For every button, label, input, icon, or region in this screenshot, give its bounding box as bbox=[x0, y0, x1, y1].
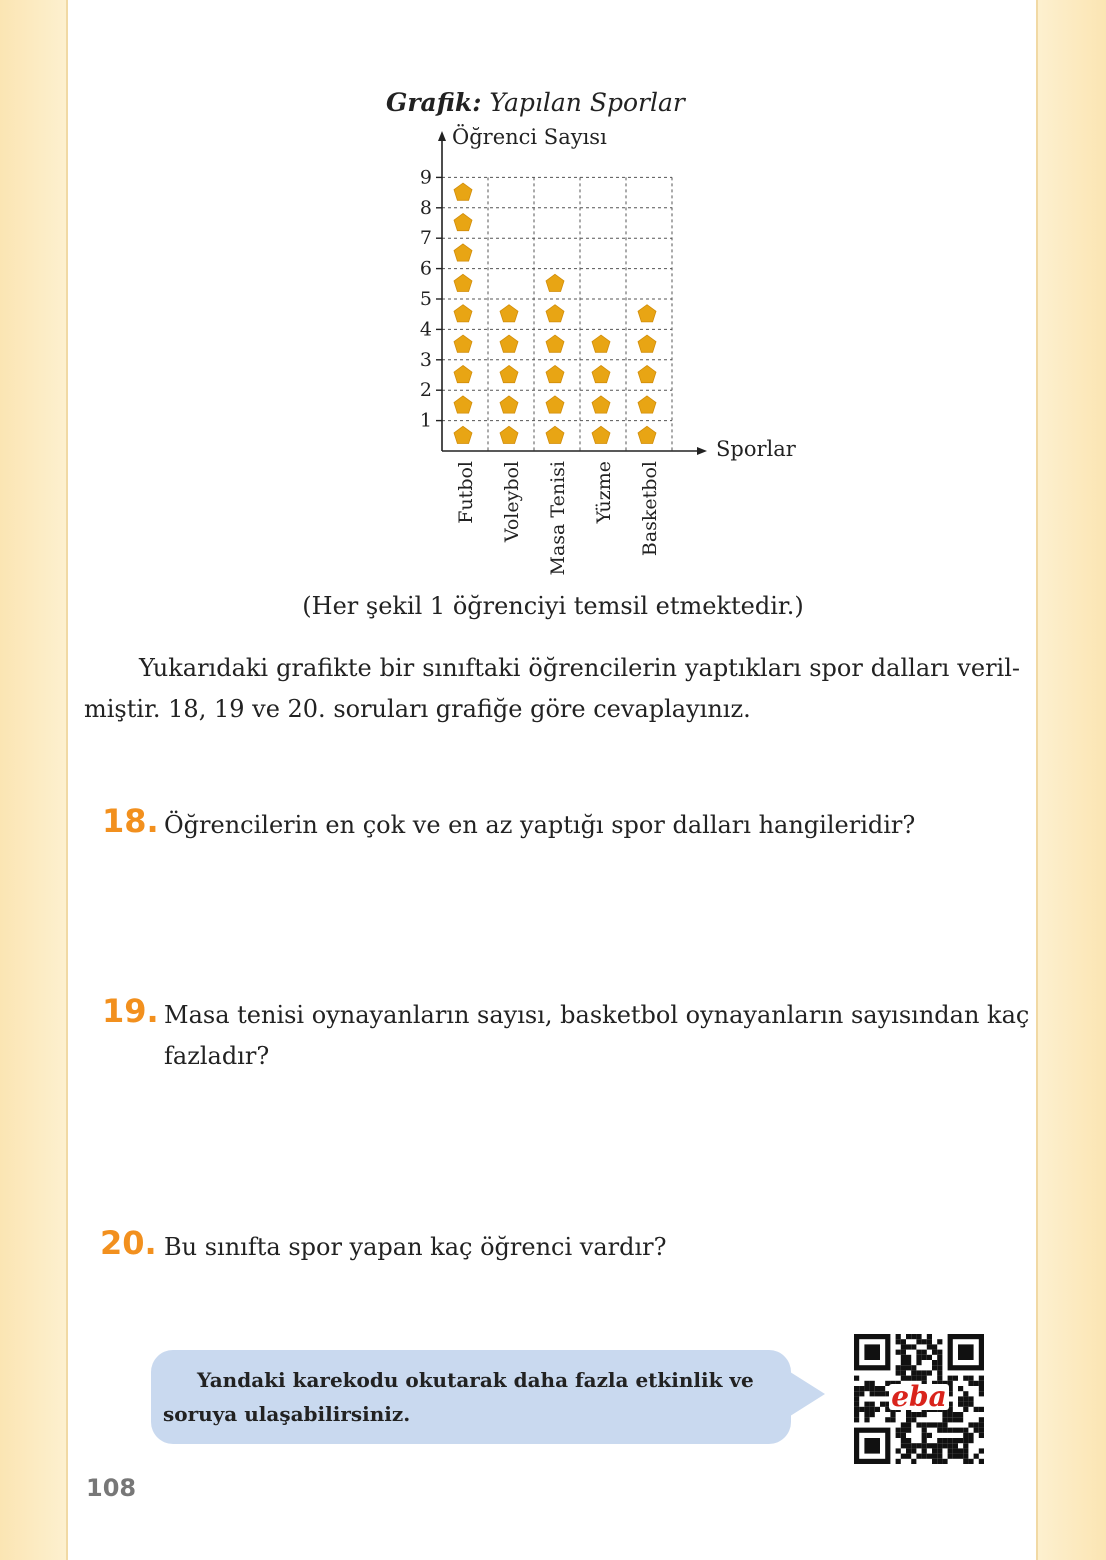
pictograph-symbol bbox=[546, 335, 564, 352]
question-20-text: Bu sınıfta spor yapan kaç öğrenci vardır? bbox=[164, 1233, 667, 1261]
bubble-line-2: soruya ulaşabilirsiniz. bbox=[163, 1402, 411, 1426]
question-19-number: 19. bbox=[102, 992, 159, 1030]
qr-module bbox=[854, 1396, 859, 1401]
qr-module bbox=[958, 1454, 963, 1459]
qr-module bbox=[906, 1443, 911, 1448]
qr-module bbox=[979, 1376, 984, 1381]
qr-module bbox=[958, 1417, 963, 1422]
qr-finder-inner bbox=[864, 1438, 880, 1454]
question-18-text: Öğrencilerin en çok ve en az yaptığı spor dalları hangileridir? bbox=[164, 811, 916, 839]
qr-module bbox=[942, 1417, 947, 1422]
qr-module bbox=[916, 1370, 921, 1375]
qr-module bbox=[932, 1344, 937, 1349]
qr-module bbox=[963, 1402, 968, 1407]
qr-module bbox=[927, 1433, 932, 1438]
qr-module bbox=[937, 1355, 942, 1360]
pictograph-symbol bbox=[454, 244, 472, 261]
qr-module bbox=[906, 1428, 911, 1433]
qr-module bbox=[901, 1428, 906, 1433]
x-tick-label: Yüzme bbox=[593, 461, 615, 524]
qr-module bbox=[870, 1412, 875, 1417]
qr-module bbox=[937, 1360, 942, 1365]
qr-module bbox=[968, 1381, 973, 1386]
qr-module bbox=[896, 1334, 901, 1339]
y-tick-label: 2 bbox=[419, 379, 432, 402]
qr-module bbox=[875, 1391, 880, 1396]
qr-module bbox=[906, 1448, 911, 1453]
pictograph-symbol bbox=[638, 366, 656, 383]
pictograph-symbol bbox=[454, 335, 472, 352]
qr-module bbox=[870, 1391, 875, 1396]
x-axis-arrow bbox=[697, 447, 707, 455]
qr-module bbox=[932, 1365, 937, 1370]
qr-module bbox=[958, 1402, 963, 1407]
qr-module bbox=[974, 1428, 979, 1433]
qr-module bbox=[942, 1422, 947, 1427]
qr-module bbox=[937, 1438, 942, 1443]
page-number: 108 bbox=[86, 1474, 137, 1502]
qr-module bbox=[890, 1417, 895, 1422]
qr-module bbox=[948, 1438, 953, 1443]
qr-module bbox=[922, 1443, 927, 1448]
qr-module bbox=[916, 1360, 921, 1365]
qr-module bbox=[948, 1454, 953, 1459]
qr-finder-inner bbox=[958, 1344, 974, 1360]
qr-code[interactable] bbox=[854, 1334, 984, 1464]
x-tick-label: Basketbol bbox=[639, 461, 661, 557]
qr-module bbox=[927, 1370, 932, 1375]
chart-title-text: Yapılan Sporlar bbox=[489, 88, 685, 117]
pictograph-symbol bbox=[546, 366, 564, 383]
qr-module bbox=[937, 1459, 942, 1464]
qr-module bbox=[979, 1428, 984, 1433]
question-18-number: 18. bbox=[102, 802, 159, 840]
qr-module bbox=[922, 1422, 927, 1427]
qr-module bbox=[854, 1407, 859, 1412]
qr-module bbox=[870, 1386, 875, 1391]
qr-module bbox=[937, 1448, 942, 1453]
qr-module bbox=[937, 1454, 942, 1459]
qr-module bbox=[968, 1422, 973, 1427]
qr-module bbox=[942, 1459, 947, 1464]
qr-module bbox=[963, 1443, 968, 1448]
qr-module bbox=[870, 1407, 875, 1412]
qr-module bbox=[953, 1454, 958, 1459]
qr-module bbox=[958, 1386, 963, 1391]
qr-module bbox=[901, 1365, 906, 1370]
qr-module bbox=[875, 1407, 880, 1412]
qr-module bbox=[901, 1433, 906, 1438]
qr-module bbox=[932, 1459, 937, 1464]
qr-module bbox=[968, 1376, 973, 1381]
qr-module bbox=[901, 1422, 906, 1427]
x-tick-label: Masa Tenisi bbox=[547, 461, 569, 576]
pictograph-symbol bbox=[546, 426, 564, 443]
pictograph-symbol bbox=[500, 396, 518, 413]
pictograph-symbol bbox=[500, 335, 518, 352]
qr-module bbox=[968, 1438, 973, 1443]
qr-module bbox=[854, 1376, 859, 1381]
qr-module bbox=[958, 1448, 963, 1453]
qr-module bbox=[937, 1350, 942, 1355]
qr-module bbox=[896, 1433, 901, 1438]
speech-bubble-tail bbox=[787, 1370, 825, 1418]
y-axis-arrow bbox=[438, 131, 446, 141]
qr-module bbox=[963, 1459, 968, 1464]
question-19-text: Masa tenisi oynayanların sayısı, basketbol oynayanların sayısından kaç bbox=[164, 1001, 1030, 1029]
qr-module bbox=[963, 1376, 968, 1381]
qr-module bbox=[911, 1334, 916, 1339]
qr-module bbox=[922, 1339, 927, 1344]
qr-module bbox=[859, 1407, 864, 1412]
qr-module bbox=[906, 1454, 911, 1459]
qr-module bbox=[979, 1433, 984, 1438]
qr-module bbox=[922, 1370, 927, 1375]
pictograph-symbol bbox=[638, 426, 656, 443]
pictograph-symbol bbox=[454, 426, 472, 443]
qr-module bbox=[937, 1370, 942, 1375]
qr-module bbox=[922, 1355, 927, 1360]
y-tick-label: 8 bbox=[419, 196, 432, 219]
qr-module bbox=[901, 1370, 906, 1375]
qr-module bbox=[880, 1391, 885, 1396]
qr-module bbox=[864, 1412, 869, 1417]
pictograph-symbol bbox=[500, 426, 518, 443]
qr-module bbox=[911, 1443, 916, 1448]
qr-module bbox=[854, 1412, 859, 1417]
qr-module bbox=[922, 1350, 927, 1355]
pictograph-symbol bbox=[592, 335, 610, 352]
qr-module bbox=[896, 1459, 901, 1464]
qr-module bbox=[937, 1339, 942, 1344]
pictograph-symbol bbox=[500, 366, 518, 383]
pictograph-symbol bbox=[454, 366, 472, 383]
qr-module bbox=[932, 1454, 937, 1459]
y-tick-label: 5 bbox=[419, 288, 432, 310]
qr-module bbox=[906, 1365, 911, 1370]
speech-bubble bbox=[151, 1350, 791, 1444]
qr-module bbox=[963, 1407, 968, 1412]
qr-module bbox=[937, 1443, 942, 1448]
qr-module bbox=[937, 1428, 942, 1433]
qr-module bbox=[916, 1443, 921, 1448]
qr-module bbox=[932, 1422, 937, 1427]
pictograph-symbol bbox=[592, 396, 610, 413]
qr-module bbox=[942, 1428, 947, 1433]
qr-module bbox=[937, 1422, 942, 1427]
pictograph-symbol bbox=[454, 396, 472, 413]
chart-title-prefix: Grafik: bbox=[386, 88, 482, 117]
qr-module bbox=[885, 1417, 890, 1422]
pictograph-symbol bbox=[592, 426, 610, 443]
qr-module bbox=[948, 1448, 953, 1453]
qr-module bbox=[958, 1438, 963, 1443]
pictograph-symbol bbox=[546, 396, 564, 413]
qr-module bbox=[953, 1428, 958, 1433]
qr-module bbox=[916, 1454, 921, 1459]
qr-module bbox=[854, 1402, 859, 1407]
qr-module bbox=[979, 1391, 984, 1396]
qr-module bbox=[948, 1417, 953, 1422]
qr-module bbox=[927, 1355, 932, 1360]
qr-module bbox=[974, 1422, 979, 1427]
y-axis-label: Öğrenci Sayısı bbox=[452, 125, 607, 149]
qr-module bbox=[901, 1360, 906, 1365]
qr-module bbox=[864, 1402, 869, 1407]
qr-module bbox=[901, 1454, 906, 1459]
qr-module bbox=[958, 1428, 963, 1433]
qr-module bbox=[864, 1381, 869, 1386]
pictograph-symbol bbox=[638, 396, 656, 413]
qr-module bbox=[922, 1438, 927, 1443]
qr-module bbox=[906, 1417, 911, 1422]
qr-module bbox=[911, 1459, 916, 1464]
qr-module bbox=[916, 1339, 921, 1344]
qr-module bbox=[968, 1396, 973, 1401]
qr-module bbox=[927, 1454, 932, 1459]
qr-module bbox=[911, 1448, 916, 1453]
y-tick-label: 6 bbox=[419, 257, 432, 280]
qr-module bbox=[968, 1459, 973, 1464]
qr-module bbox=[942, 1438, 947, 1443]
qr-module bbox=[937, 1365, 942, 1370]
qr-module bbox=[922, 1448, 927, 1453]
qr-module bbox=[979, 1417, 984, 1422]
qr-module bbox=[875, 1386, 880, 1391]
pictograph-symbol bbox=[454, 305, 472, 322]
qr-module bbox=[953, 1448, 958, 1453]
question-20-number: 20. bbox=[100, 1224, 157, 1262]
qr-module bbox=[948, 1428, 953, 1433]
qr-module bbox=[911, 1365, 916, 1370]
question-19-text-cont: fazladır? bbox=[164, 1042, 270, 1070]
qr-module bbox=[979, 1459, 984, 1464]
qr-module bbox=[864, 1407, 869, 1412]
qr-module bbox=[963, 1448, 968, 1453]
qr-module bbox=[963, 1438, 968, 1443]
qr-module bbox=[942, 1443, 947, 1448]
qr-module bbox=[916, 1355, 921, 1360]
qr-module bbox=[953, 1376, 958, 1381]
qr-module bbox=[896, 1448, 901, 1453]
qr-module bbox=[901, 1344, 906, 1349]
pictograph-chart bbox=[0, 0, 1106, 600]
qr-module bbox=[906, 1344, 911, 1349]
qr-module bbox=[963, 1454, 968, 1459]
qr-module bbox=[953, 1412, 958, 1417]
pictograph-symbol bbox=[454, 183, 472, 200]
y-tick-label: 7 bbox=[419, 227, 432, 250]
qr-module bbox=[932, 1443, 937, 1448]
qr-module bbox=[896, 1428, 901, 1433]
qr-module bbox=[870, 1402, 875, 1407]
qr-module bbox=[927, 1339, 932, 1344]
qr-module bbox=[932, 1350, 937, 1355]
qr-module bbox=[979, 1422, 984, 1427]
qr-module bbox=[927, 1422, 932, 1427]
qr-module bbox=[932, 1448, 937, 1453]
qr-module bbox=[854, 1417, 859, 1422]
qr-module bbox=[916, 1334, 921, 1339]
qr-module bbox=[922, 1428, 927, 1433]
qr-module bbox=[880, 1386, 885, 1391]
qr-module bbox=[974, 1407, 979, 1412]
qr-module bbox=[979, 1381, 984, 1386]
bubble-line-1: Yandaki karekodu okutarak daha fazla etkinlik ve bbox=[197, 1368, 754, 1392]
qr-module bbox=[896, 1370, 901, 1375]
qr-module bbox=[963, 1391, 968, 1396]
qr-module bbox=[948, 1443, 953, 1448]
qr-module bbox=[922, 1454, 927, 1459]
qr-module bbox=[922, 1433, 927, 1438]
qr-module bbox=[953, 1417, 958, 1422]
qr-module bbox=[968, 1402, 973, 1407]
qr-module bbox=[974, 1381, 979, 1386]
y-tick-label: 1 bbox=[419, 409, 432, 432]
qr-module bbox=[963, 1396, 968, 1401]
qr-module bbox=[953, 1443, 958, 1448]
qr-module bbox=[948, 1376, 953, 1381]
qr-module bbox=[901, 1339, 906, 1344]
qr-module bbox=[901, 1350, 906, 1355]
qr-module bbox=[896, 1350, 901, 1355]
qr-module bbox=[958, 1396, 963, 1401]
qr-module bbox=[948, 1412, 953, 1417]
qr-module bbox=[870, 1381, 875, 1386]
qr-module bbox=[906, 1355, 911, 1360]
eba-logo-icon: eba bbox=[891, 1380, 947, 1413]
qr-module bbox=[906, 1334, 911, 1339]
qr-module bbox=[859, 1386, 864, 1391]
qr-module bbox=[968, 1433, 973, 1438]
qr-module bbox=[854, 1391, 859, 1396]
qr-module bbox=[896, 1339, 901, 1344]
pictograph-symbol bbox=[546, 305, 564, 322]
qr-module bbox=[880, 1402, 885, 1407]
qr-module bbox=[916, 1422, 921, 1427]
pictograph-symbol bbox=[638, 305, 656, 322]
pictograph-symbol bbox=[500, 305, 518, 322]
pictograph-symbol bbox=[592, 366, 610, 383]
chart-caption: (Her şekil 1 öğrenciyi temsil etmektedir.) bbox=[302, 592, 804, 620]
qr-module bbox=[974, 1454, 979, 1459]
pictograph-symbol bbox=[454, 274, 472, 291]
qr-finder-inner bbox=[864, 1344, 880, 1360]
qr-module bbox=[927, 1334, 932, 1339]
x-tick-label: Futbol bbox=[455, 461, 477, 524]
qr-module bbox=[916, 1350, 921, 1355]
qr-module bbox=[906, 1422, 911, 1427]
qr-module bbox=[864, 1386, 869, 1391]
y-tick-label: 4 bbox=[419, 318, 432, 341]
qr-module bbox=[927, 1443, 932, 1448]
qr-module bbox=[927, 1344, 932, 1349]
qr-module bbox=[906, 1360, 911, 1365]
qr-module bbox=[979, 1407, 984, 1412]
qr-module bbox=[896, 1365, 901, 1370]
qr-module bbox=[901, 1438, 906, 1443]
x-tick-label: Voleybol bbox=[501, 461, 523, 543]
qr-module bbox=[979, 1448, 984, 1453]
qr-module bbox=[859, 1391, 864, 1396]
qr-module bbox=[911, 1417, 916, 1422]
x-axis-label: Sporlar bbox=[716, 437, 796, 461]
intro-paragraph: Yukarıdaki grafikte bir sınıftaki öğrencilerin yaptıkları spor dalları veril-miştir. 18, 19 ve 20. soruları grafiğe göre cevaplayınız. bbox=[84, 654, 1020, 723]
qr-module bbox=[906, 1438, 911, 1443]
qr-module bbox=[901, 1443, 906, 1448]
qr-module bbox=[864, 1417, 869, 1422]
qr-module bbox=[911, 1370, 916, 1375]
y-tick-label: 9 bbox=[419, 166, 432, 189]
qr-module bbox=[953, 1438, 958, 1443]
qr-module bbox=[958, 1412, 963, 1417]
pictograph-symbol bbox=[546, 274, 564, 291]
qr-module bbox=[979, 1386, 984, 1391]
pictograph-symbol bbox=[638, 335, 656, 352]
qr-module bbox=[901, 1355, 906, 1360]
qr-module bbox=[854, 1386, 859, 1391]
pictograph-symbol bbox=[454, 214, 472, 231]
qr-module bbox=[963, 1428, 968, 1433]
qr-module bbox=[911, 1344, 916, 1349]
qr-module bbox=[963, 1433, 968, 1438]
y-tick-label: 3 bbox=[419, 348, 432, 371]
qr-module bbox=[932, 1360, 937, 1365]
